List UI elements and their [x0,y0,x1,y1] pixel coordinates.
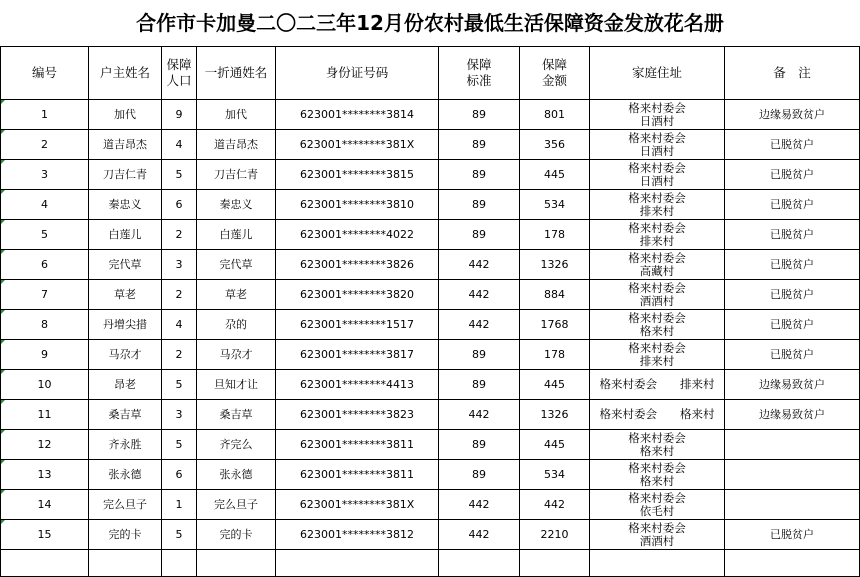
cell-population: 6 [162,190,197,220]
cell-population: 3 [162,250,197,280]
empty-cell [520,550,590,577]
cell-head-name: 加代 [89,100,162,130]
cell-amount: 1326 [520,250,590,280]
cell-remark: 边缘易致贫户 [725,100,860,130]
cell-no: 14 [1,490,89,520]
table-row [1,430,860,460]
cell-amount: 356 [520,130,590,160]
cell-amount: 534 [520,460,590,490]
cell-address: 格来村委会 排来村 [590,370,725,400]
cell-standard: 89 [439,220,520,250]
col-header-no: 编号 [1,47,89,100]
cell-id-number: 623001********3811 [276,460,439,490]
cell-account-name: 白莲儿 [197,220,276,250]
cell-head-name: 白莲儿 [89,220,162,250]
cell-population: 2 [162,220,197,250]
cell-population: 3 [162,400,197,430]
cell-id-number: 623001********3810 [276,190,439,220]
cell-address: 格来村委会 格来村 [590,430,725,460]
cell-remark: 已脱贫户 [725,310,860,340]
table-row [1,280,860,310]
cell-account-name: 秦忠义 [197,190,276,220]
cell-population: 5 [162,370,197,400]
cell-id-number: 623001********4022 [276,220,439,250]
empty-cell [162,550,197,577]
cell-account-name: 草老 [197,280,276,310]
table-row [1,310,860,340]
cell-address: 格来村委会 酒酒村 [590,520,725,550]
cell-head-name: 完么旦子 [89,490,162,520]
cell-head-name: 桑吉草 [89,400,162,430]
cell-id-number: 623001********3826 [276,250,439,280]
cell-standard: 442 [439,310,520,340]
cell-remark: 已脱贫户 [725,160,860,190]
cell-address: 格来村委会 日酒村 [590,100,725,130]
empty-cell [1,550,89,577]
cell-amount: 445 [520,160,590,190]
cell-population: 2 [162,280,197,310]
cell-amount: 534 [520,190,590,220]
col-header-id-number: 身份证号码 [276,47,439,100]
table-row [1,520,860,550]
cell-no: 11 [1,400,89,430]
table-row [1,160,860,190]
cell-head-name: 丹增尖措 [89,310,162,340]
cell-standard: 89 [439,160,520,190]
cell-remark [725,460,860,490]
cell-head-name: 刀吉仁青 [89,160,162,190]
cell-account-name: 张永德 [197,460,276,490]
cell-amount: 445 [520,370,590,400]
cell-id-number: 623001********3814 [276,100,439,130]
cell-standard: 442 [439,280,520,310]
cell-no: 12 [1,430,89,460]
cell-account-name: 完的卡 [197,520,276,550]
cell-no: 6 [1,250,89,280]
cell-remark [725,430,860,460]
cell-remark: 已脱贫户 [725,520,860,550]
cell-id-number: 623001********1517 [276,310,439,340]
cell-account-name: 完代草 [197,250,276,280]
cell-remark: 已脱贫户 [725,340,860,370]
roster-table [0,46,860,577]
table-row [1,340,860,370]
cell-standard: 89 [439,430,520,460]
cell-id-number: 623001********4413 [276,370,439,400]
cell-remark: 已脱贫户 [725,250,860,280]
cell-head-name: 秦忠义 [89,190,162,220]
cell-amount: 884 [520,280,590,310]
col-header-population: 保障 人口 [162,47,197,100]
cell-remark: 边缘易致贫户 [725,400,860,430]
cell-id-number: 623001********381X [276,490,439,520]
cell-no: 4 [1,190,89,220]
cell-no: 5 [1,220,89,250]
cell-standard: 442 [439,400,520,430]
cell-address: 格来村委会 日酒村 [590,130,725,160]
cell-address: 格来村委会 格来村 [590,310,725,340]
cell-id-number: 623001********3823 [276,400,439,430]
cell-no: 3 [1,160,89,190]
cell-no: 1 [1,100,89,130]
cell-population: 5 [162,430,197,460]
cell-address: 格来村委会 格来村 [590,460,725,490]
cell-standard: 89 [439,460,520,490]
cell-standard: 442 [439,490,520,520]
empty-cell [439,550,520,577]
cell-no: 7 [1,280,89,310]
cell-no: 2 [1,130,89,160]
col-header-standard: 保障 标准 [439,47,520,100]
col-header-head-name: 户主姓名 [89,47,162,100]
cell-standard: 442 [439,250,520,280]
empty-cell [276,550,439,577]
cell-head-name: 完代草 [89,250,162,280]
cell-population: 4 [162,130,197,160]
table-row [1,250,860,280]
cell-standard: 89 [439,340,520,370]
cell-standard: 89 [439,100,520,130]
cell-amount: 1768 [520,310,590,340]
header-row [1,47,860,100]
cell-population: 5 [162,520,197,550]
cell-remark: 已脱贫户 [725,190,860,220]
empty-cell [197,550,276,577]
col-header-address: 家庭住址 [590,47,725,100]
cell-amount: 178 [520,340,590,370]
cell-no: 13 [1,460,89,490]
col-header-remark: 备 注 [725,47,860,100]
cell-head-name: 草老 [89,280,162,310]
cell-standard: 89 [439,130,520,160]
cell-population: 9 [162,100,197,130]
cell-account-name: 尕的 [197,310,276,340]
cell-account-name: 道吉昂杰 [197,130,276,160]
cell-id-number: 623001********3812 [276,520,439,550]
table-row [1,220,860,250]
cell-population: 4 [162,310,197,340]
cell-no: 9 [1,340,89,370]
cell-standard: 89 [439,370,520,400]
cell-remark: 已脱贫户 [725,220,860,250]
cell-account-name: 桑吉草 [197,400,276,430]
cell-account-name: 加代 [197,100,276,130]
cell-standard: 442 [439,520,520,550]
cell-address: 格来村委会 日酒村 [590,160,725,190]
cell-id-number: 623001********3815 [276,160,439,190]
cell-remark: 边缘易致贫户 [725,370,860,400]
page-title: 合作市卡加曼二〇二三年12月份农村最低生活保障资金发放花名册 [136,11,724,35]
table-row [1,400,860,430]
empty-cell [590,550,725,577]
cell-id-number: 623001********381X [276,130,439,160]
cell-amount: 178 [520,220,590,250]
cell-population: 5 [162,160,197,190]
cell-head-name: 道吉昂杰 [89,130,162,160]
cell-address: 格来村委会 排来村 [590,220,725,250]
cell-id-number: 623001********3817 [276,340,439,370]
cell-address: 格来村委会 格来村 [590,400,725,430]
cell-account-name: 齐完么 [197,430,276,460]
col-header-account-name: 一折通姓名 [197,47,276,100]
cell-id-number: 623001********3811 [276,430,439,460]
table-row [1,490,860,520]
table-row [1,100,860,130]
cell-id-number: 623001********3820 [276,280,439,310]
cell-amount: 442 [520,490,590,520]
cell-account-name: 完么旦子 [197,490,276,520]
table-row [1,130,860,160]
cell-population: 2 [162,340,197,370]
table-row [1,370,860,400]
cell-account-name: 旦知才让 [197,370,276,400]
cell-account-name: 刀吉仁青 [197,160,276,190]
cell-no: 10 [1,370,89,400]
cell-head-name: 昂老 [89,370,162,400]
cell-remark: 已脱贫户 [725,130,860,160]
cell-remark: 已脱贫户 [725,280,860,310]
table-row [1,190,860,220]
cell-head-name: 马尕才 [89,340,162,370]
empty-cell [725,550,860,577]
cell-account-name: 马尕才 [197,340,276,370]
cell-remark [725,490,860,520]
cell-head-name: 张永德 [89,460,162,490]
cell-address: 格来村委会 排来村 [590,190,725,220]
cell-address: 格来村委会 依毛村 [590,490,725,520]
cell-amount: 445 [520,430,590,460]
cell-standard: 89 [439,190,520,220]
cell-no: 8 [1,310,89,340]
empty-cell [89,550,162,577]
cell-amount: 2210 [520,520,590,550]
cell-head-name: 齐永胜 [89,430,162,460]
cell-address: 格来村委会 酒酒村 [590,280,725,310]
col-header-amount: 保障 金额 [520,47,590,100]
cell-address: 格来村委会 高藏村 [590,250,725,280]
table-row [1,460,860,490]
cell-no: 15 [1,520,89,550]
cell-population: 1 [162,490,197,520]
cell-head-name: 完的卡 [89,520,162,550]
cell-address: 格来村委会 排来村 [590,340,725,370]
cell-population: 6 [162,460,197,490]
empty-row [1,550,860,577]
cell-amount: 801 [520,100,590,130]
cell-amount: 1326 [520,400,590,430]
